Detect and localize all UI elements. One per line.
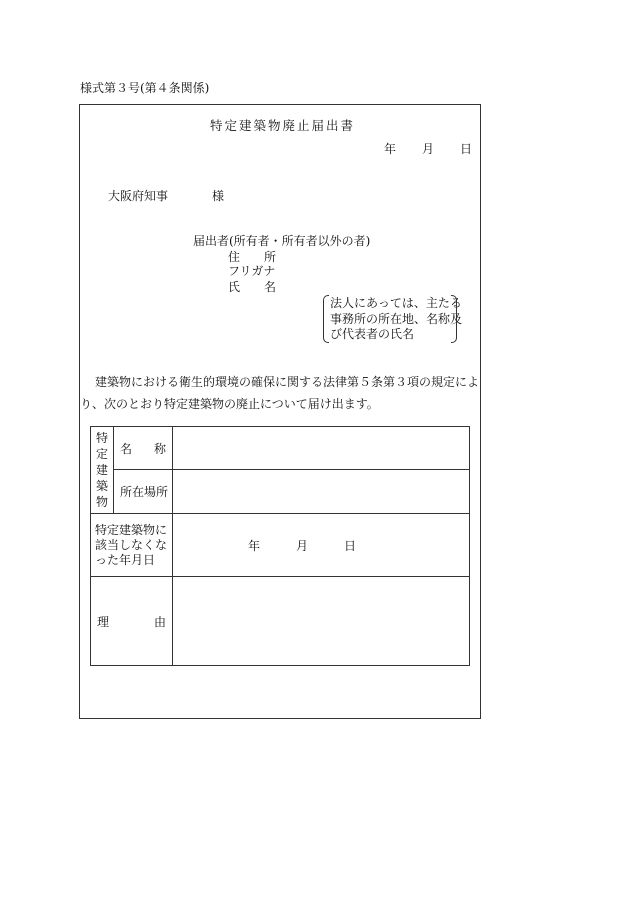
body-text-line2: り、次のとおり特定建築物の廃止について届け出ます。: [80, 397, 379, 411]
address-label: 住 所: [228, 250, 277, 264]
name-cell-label: 名 称: [114, 427, 173, 470]
date-year: 年: [384, 142, 397, 156]
furigana-label: フリガナ: [228, 264, 276, 278]
table-row-reason: [91, 577, 470, 666]
form-number: 様式第３号(第４条関係): [80, 81, 210, 95]
table-date-day: 日: [344, 539, 357, 553]
specified-building-label: 特 定 建 築 物: [91, 427, 114, 514]
table-date-year: 年: [248, 539, 261, 553]
reason-value-cell[interactable]: [173, 577, 470, 666]
document-title: 特定建築物廃止届出書: [210, 118, 356, 133]
reason-cell-label: 理 由: [91, 577, 173, 666]
date-month: 月: [422, 142, 435, 156]
name-label: 氏 名: [228, 280, 277, 294]
honorific: 様: [212, 189, 225, 203]
name-value-cell[interactable]: [173, 427, 470, 470]
submitter-label: 届出者(所有者・所有者以外の者): [193, 234, 371, 248]
date-day: 日: [460, 142, 473, 156]
table-row-name: [91, 427, 470, 470]
table-date-values: [248, 540, 356, 552]
addressee: 大阪府知事: [108, 189, 169, 203]
right-brace: [451, 295, 457, 343]
date-cell-label: 特定建築物に 該当しなくな った年月日: [91, 514, 173, 577]
corporation-note: [323, 295, 463, 343]
location-value-cell[interactable]: [173, 470, 470, 514]
corporation-note-text: 法人にあっては、主たる 事務所の所在地、名称及 び代表者の氏名: [330, 296, 463, 341]
body-text-line1: 建築物における衛生的環境の確保に関する法律第５条第３項の規定によ: [95, 375, 480, 389]
submission-date: [384, 143, 472, 155]
left-brace: [323, 295, 329, 343]
location-cell-label: 所在場所: [114, 470, 173, 514]
table-date-month: 月: [296, 539, 309, 553]
table-row-location: [91, 470, 470, 514]
